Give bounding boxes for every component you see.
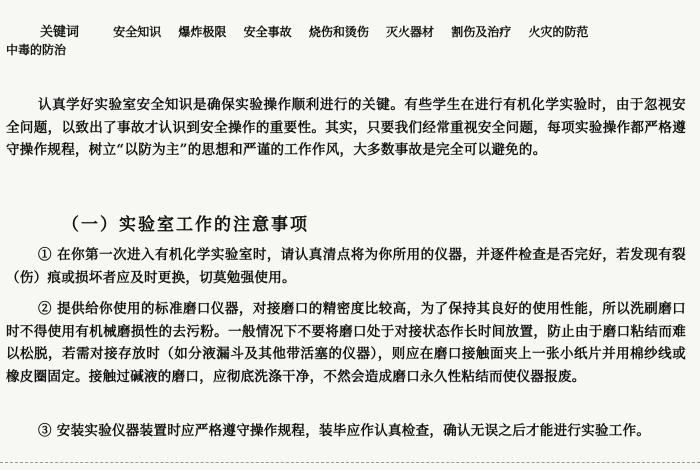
list-item: ③ 安装实验仪器装置时应严格遵守操作规程，装毕应作认真检查，确认无误之后才能进行实验工作。 [38, 423, 651, 439]
keyword: 安全事故 [243, 25, 292, 39]
keywords-label: 关键词 [40, 25, 80, 40]
list-item: ② 提供给你使用的标准磨口仪器，对接磨口的精密度比较高，为了保持其良好的使用性能，所以洗刷磨口时不得使用有机械磨损性的去污粉。一般情况下不要将磨口处于对接状态作长时间放置，防止由于磨口粘结而难以松脱，若需对接存放时（如分液漏斗及其他带活塞的仪器），则应在磨口接触面夹上一张小纸片并用棉纱线或橡皮圈固定。接触过碱液的磨口，应彻底洗涤干净，不然会造成磨口永久性粘结而使仪器报废。 [6, 301, 686, 385]
intro-paragraph: 认真学好实验室安全知识是确保实验操作顺利进行的关键。有些学生在进行有机化学实验时，由于忽视安全问题，以致出了事故才认识到安全操作的重要性。其实，只要我们经常重视安全问题，每项实验操作都严格遵守操作规程，树立“以防为主”的思想和严谨的工作作风，大多数事故是完全可以避免的。 [6, 97, 686, 158]
keyword: 火灾的防范 [528, 25, 589, 39]
page-bottom-rule [0, 462, 700, 464]
keyword: 灭火器材 [386, 25, 435, 39]
keyword: 安全知识 [113, 25, 162, 39]
keyword: 爆炸极限 [178, 25, 227, 39]
keywords-line-continued: 中毒的防治 [6, 43, 67, 57]
keyword: 割伤及治疗 [451, 25, 512, 39]
section-heading: （一）实验室工作的注意事项 [62, 215, 309, 235]
keywords-line [6, 24, 696, 41]
list-item: ① 在你第一次进入有机化学实验室时，请认真清点将为你所用的仪器，并逐件检查是否完好，若发现有裂（伤）痕或损坏者应及时更换，切莫勉强使用。 [6, 247, 686, 286]
keyword: 烧伤和烫伤 [308, 25, 369, 39]
